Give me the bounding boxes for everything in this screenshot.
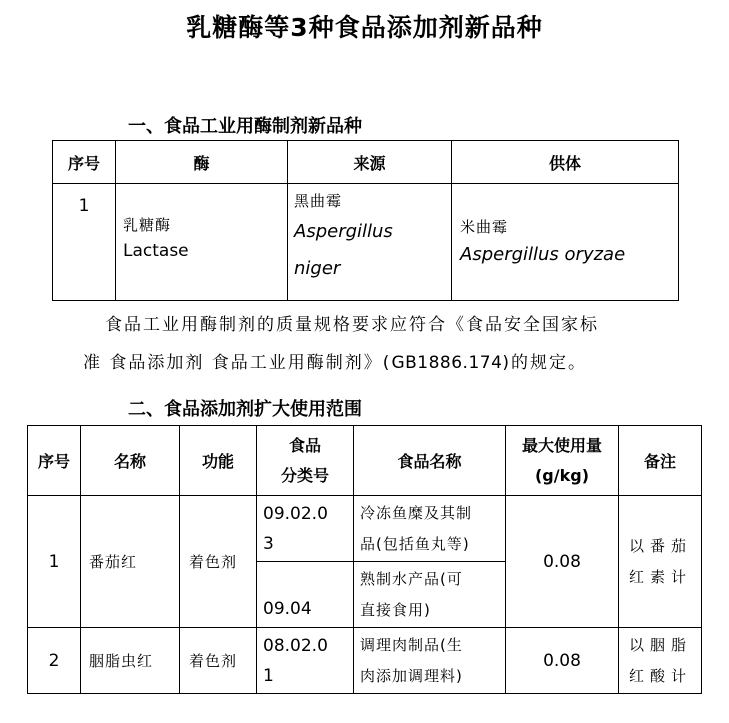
additive-name: 番茄红 (81, 496, 180, 628)
note: 以番茄 红素计 (619, 496, 702, 628)
table-row (28, 496, 702, 562)
source-name-zh: 黑曲霉 (294, 192, 343, 210)
food-name: 冷冻鱼糜及其制 品(包括鱼丸等) (354, 496, 506, 562)
row-no: 2 (28, 628, 81, 694)
food-name: 熟制水产品(可 直接食用) (354, 562, 506, 628)
additive-function: 着色剂 (180, 628, 257, 694)
standard-line2: 准 食品添加剂 食品工业用酶制剂》(GB1886.174)的规定。 (83, 353, 588, 373)
header-note: 备注 (619, 426, 702, 496)
table-row (28, 628, 702, 694)
section2-heading: 二、食品添加剂扩大使用范围 (128, 399, 362, 420)
category-code: 09.02.0 3 (257, 496, 354, 562)
header-source: 来源 (288, 141, 452, 184)
max-usage: 0.08 (506, 496, 619, 628)
food-name: 调理肉制品(生 肉添加调理料) (354, 628, 506, 694)
standard-line1: 食品工业用酶制剂的质量规格要求应符合《食品安全国家标 (105, 315, 599, 335)
table-row (53, 184, 679, 301)
note: 以胭脂 红酸计 (619, 628, 702, 694)
additive-name: 胭脂虫红 (81, 628, 180, 694)
header-donor: 供体 (452, 141, 679, 184)
header-category: 食品 分类号 (257, 426, 354, 496)
section1-heading: 一、食品工业用酶制剂新品种 (128, 116, 362, 137)
header-name: 名称 (81, 426, 180, 496)
header-food: 食品名称 (354, 426, 506, 496)
donor-name-en: Aspergillus oryzae (460, 244, 626, 265)
category-code: 08.02.0 1 (257, 628, 354, 694)
enzyme-name-zh: 乳糖酶 (123, 216, 172, 234)
row-no: 1 (28, 496, 81, 628)
source-name-line1: Aspergillus (294, 221, 393, 242)
header-enzyme: 酶 (116, 141, 288, 184)
header-function: 功能 (180, 426, 257, 496)
page-title: 乳糖酶等3种食品添加剂新品种 (186, 13, 543, 42)
header-no: 序号 (28, 426, 81, 496)
additive-table (27, 425, 702, 694)
donor-name-zh: 米曲霉 (460, 218, 509, 236)
additive-function: 着色剂 (180, 496, 257, 628)
header-max-usage: 最大使用量 (g/kg) (506, 426, 619, 496)
enzyme-name-en: Lactase (123, 241, 189, 261)
enzyme-table (52, 140, 679, 301)
row-no: 1 (53, 184, 116, 301)
max-usage: 0.08 (506, 628, 619, 694)
header-no: 序号 (53, 141, 116, 184)
source-name-line2: niger (294, 258, 341, 279)
category-code: 09.04 (257, 562, 354, 628)
